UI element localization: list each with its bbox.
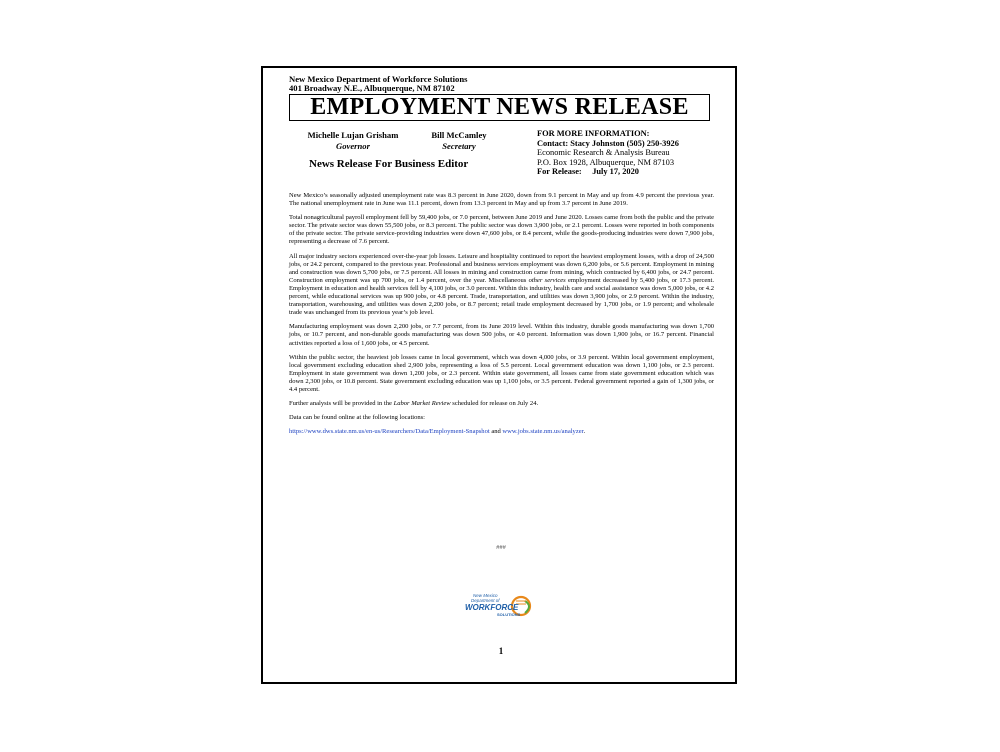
secretary-name: Bill McCamley — [431, 130, 487, 140]
paragraph-payroll: Total nonagricultural payroll employment fell by 59,400 jobs, or 7.0 percent, between June 2019 and June 2020. Losses came from both the public and the private sector. The private sector was down 55,500 jobs, or 8.3 percent. The public sector was down 3,900 jobs, or 2.1 percent. Losses were reported in both components of the private sector. The private service-providing industries were down 47,600 jobs, or 8.4 percent, while the goods-producing industries were down 7,900 jobs, representing a decrease of 7.6 percent. — [289, 214, 714, 246]
paragraph-industry-sectors: All major industry sectors experienced over-the-year job losses. Leisure and hospitality continued to report the heaviest employment losses, with a drop of 24,500 jobs, or 24.2 percent, compared to the previous year. Professional and business services employment was down 6,200 jobs, or 5.6 percent. Employment in mining and construction was down 5,700 jobs, or 7.5 percent. All losses in mining and construction came from mining, which contracted by 6,400 jobs, or 24.7 percent. Construction employment was up 700 jobs, or 1.4 percent, over the year. Miscellaneous other services employment decreased by 5,400 jobs, or 17.3 percent. Employment in education and health services fell by 4,100 jobs, or 3.0 percent. Within this industry, health care and social assistance was down 5,000 jobs, or 4.2 percent, while educational services was up 900 jobs, or 4.8 percent. Trade, transportation, and utilities was down 3,900 jobs, or 2.9 percent. Within the industry, transportation, warehousing, and utilities was down 2,200 jobs, or 8.7 percent; retail trade employment decreased by 1,700 jobs, or 1.9 percent; and wholesale trade was unchanged from its previous year’s job level. — [289, 252, 714, 317]
contact-info — [537, 129, 679, 177]
document-page — [261, 66, 737, 684]
svg-text:New Mexico: New Mexico — [473, 593, 498, 598]
bureau-name: Economic Research & Analysis Bureau — [537, 148, 670, 158]
labor-market-review-title: Labor Market Review — [393, 400, 451, 408]
svg-text:SOLUTIONS: SOLUTIONS — [497, 612, 521, 617]
contact-heading: FOR MORE INFORMATION: — [537, 129, 650, 138]
other-services-term: other services — [528, 276, 566, 284]
paragraph-manufacturing: Manufacturing employment was down 2,200 jobs, or 7.7 percent, from its June 2019 level. Within this industry, durable goods manufacturing was down 1,700 jobs, or 10.7 percent, and non-durable goods manufacturing was down 500 jobs, or 4.0 percent. Information was down 1,900 jobs, or 16.7 percent. Financial activities reported a loss of 1,600 jobs, or 4.5 percent. — [289, 323, 714, 347]
secretary-block — [423, 130, 495, 152]
editor-line: News Release For Business Editor — [309, 158, 469, 170]
paragraph-links: https://www.dws.state.nm.us/en-us/Researchers/Data/Employment-Snapshot and www.jobs.state.nm.us/analyzer. — [289, 428, 586, 436]
release-label: For Release: — [537, 167, 582, 177]
release-date-line — [537, 167, 679, 177]
release-date: July 17, 2020 — [592, 167, 639, 177]
svg-text:Department of: Department of — [471, 598, 500, 603]
workforce-solutions-logo — [463, 589, 541, 623]
agency-address: 401 Broadway N.E., Albuquerque, NM 87102 — [289, 82, 455, 93]
release-body — [289, 192, 714, 442]
dws-snapshot-link[interactable]: https://www.dws.state.nm.us/en-us/Researchers/Data/Employment-Snapshot — [289, 428, 490, 436]
governor-block — [299, 130, 407, 152]
paragraph-further-analysis: Further analysis will be provided in the Labor Market Review scheduled for release on July 24. — [289, 400, 539, 408]
secretary-title: Secretary — [442, 141, 476, 151]
end-mark: ### — [496, 544, 506, 551]
governor-title: Governor — [336, 141, 370, 151]
agency-header — [289, 75, 467, 92]
po-box: P.O. Box 1928, Albuquerque, NM 87103 — [537, 157, 675, 167]
release-banner: EMPLOYMENT NEWS RELEASE — [289, 94, 710, 121]
contact-line: Contact: Stacy Johnston (505) 250-3926 — [537, 138, 679, 148]
jobs-analyzer-link[interactable]: www.jobs.state.nm.us/analyzer — [502, 428, 584, 436]
agency-name: New Mexico Department of Workforce Solutions — [289, 74, 468, 84]
paragraph-public-sector: Within the public sector, the heaviest job losses came in local government, which was down 4,000 jobs, or 3.9 percent. Within local government employment, local government excluding education shed 2,900 jobs, representing a loss of 5.5 percent. Local government education was down 1,100 jobs, or 2.3 percent. Employment in state government was down 1,200 jobs, or 2.3 percent. Within state government, all losses came from state government education which was down 2,300 jobs, or 10.8 percent. State government excluding education was up 1,100 jobs, or 3.5 percent. Federal government reported a gain of 1,300 jobs, or 4.4 percent. — [289, 353, 714, 393]
svg-text:WORKFORCE: WORKFORCE — [465, 603, 519, 612]
governor-name: Michelle Lujan Grisham — [307, 130, 399, 140]
paragraph-unemployment: New Mexico’s seasonally adjusted unemployment rate was 8.3 percent in June 2020, down from 9.1 percent in May and up from 4.9 percent the previous year. The national unemployment rate in June was 11.1 percent, down from 13.3 percent in May and up from 3.7 percent in June 2019. — [289, 192, 714, 208]
page-number: 1 — [498, 646, 504, 656]
paragraph-data-locations: Data can be found online at the following locations: — [289, 414, 425, 422]
